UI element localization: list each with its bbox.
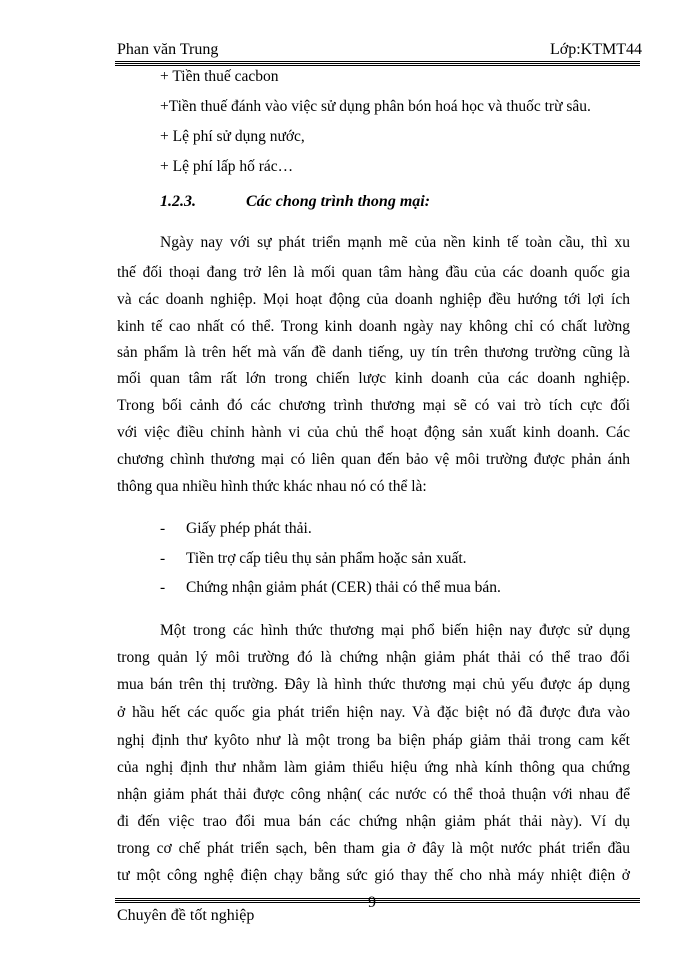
footer-text: Chuyên đề tốt nghiệp [117,907,255,924]
paragraph-line: chương chình thương mại có liên quan đến bảo vệ môi trường được phản ánh [117,451,630,468]
page-number: 9 [368,894,376,911]
header-rule [115,61,640,64]
paragraph-line: Một trong các hình thức thương mại phổ biến hiện nay được sử dụng [160,622,630,639]
paragraph-line: mua bán trên thị trường. Đây là hình thức thương mại chủ yếu được áp dụng [117,676,630,693]
list-item: + Lệ phí lấp hố rác… [160,158,294,175]
paragraph-line: của nghị định thư nhằm làm giảm thiểu hiệu ứng nhà kính thông qua chứng [117,759,630,776]
header-rule-thin [115,65,640,66]
header-author: Phan văn Trung [117,41,219,58]
paragraph-line: Trong bối cảnh đó các chương trình thương mại sẽ có vai trò tích cực đối [117,397,630,414]
bullet-item: Tiền trợ cấp tiêu thụ sản phẩm hoặc sản xuất. [186,550,467,567]
list-item: + Lệ phí sử dụng nước, [160,128,305,145]
section-title: Các chong trình thong mại: [246,193,431,210]
bullet-marker: - [160,579,166,596]
paragraph-line: nhận giảm phát thải được công nhận( các nước có thể thoả thuận với nhau để [117,786,630,803]
paragraph-line: ở hầu hết các quốc gia phát triển hiện nay. Và đặc biệt nó đã được đưa vào [117,704,630,721]
paragraph-line: sản phẩm là trên hết mà vấn đề danh tiếng, uy tín trên thương trường cũng là [117,344,630,361]
footer-rule-thin [115,902,640,903]
paragraph-line: đi đến việc trao đổi mua bán các chứng nhận giảm phát thải này). Ví dụ [117,813,630,830]
header-class: Lớp:KTMT44 [549,41,642,58]
paragraph-line: và các doanh nghiệp. Mọi hoạt động của doanh nghiệp đều hướng tới lợi ích [117,291,630,308]
bullet-item: Chứng nhận giảm phát (CER) thải có thể mua bán. [186,579,501,596]
paragraph-line: thế đối thoại đang trở lên là mối quan tâm hàng đầu của các doanh quốc gia [117,264,630,281]
paragraph-line: nghị định thư kyôto như là một trong ba biện pháp giảm thải trong cam kết [117,732,630,749]
paragraph-line: trong quản lý môi trường đó là chứng nhận giảm phát thải có thể trao đổi [117,649,630,666]
list-item: +Tiền thuế đánh vào việc sử dụng phân bón hoá học và thuốc trừ sâu. [160,98,591,115]
footer-rule [115,898,640,901]
paragraph-line: kinh tế cao nhất có thể. Trong kinh doanh ngày nay không chỉ có chất lường [117,318,630,335]
paragraph-line: thông qua nhiều hình thức khác nhau nó có thể là: [117,478,427,495]
list-item: + Tiền thuế cacbon [160,68,279,85]
paragraph-line: Ngày nay với sự phát triển mạnh mẽ của nền kinh tế toàn cầu, thì xu [160,234,630,251]
section-number: 1.2.3. [160,193,196,210]
paragraph-line: trong cơ chế phát triển sạch, bên tham gia ở đây là một nước phát triển đầu [117,840,630,857]
paragraph-line: mối quan tâm rất lớn trong chiến lược kinh doanh của các doanh nghiệp. [117,370,630,387]
paragraph-line: tư một công nghệ điện chạy bằng sức gió thay thế cho nhà máy nhiệt điện ở [117,867,630,884]
bullet-marker: - [160,550,166,567]
bullet-marker: - [160,520,166,537]
bullet-item: Giấy phép phát thải. [186,520,312,537]
paragraph-line: với việc điều chỉnh hành vi của chủ thể hoạt động sản xuất kinh doanh. Các [117,424,630,441]
